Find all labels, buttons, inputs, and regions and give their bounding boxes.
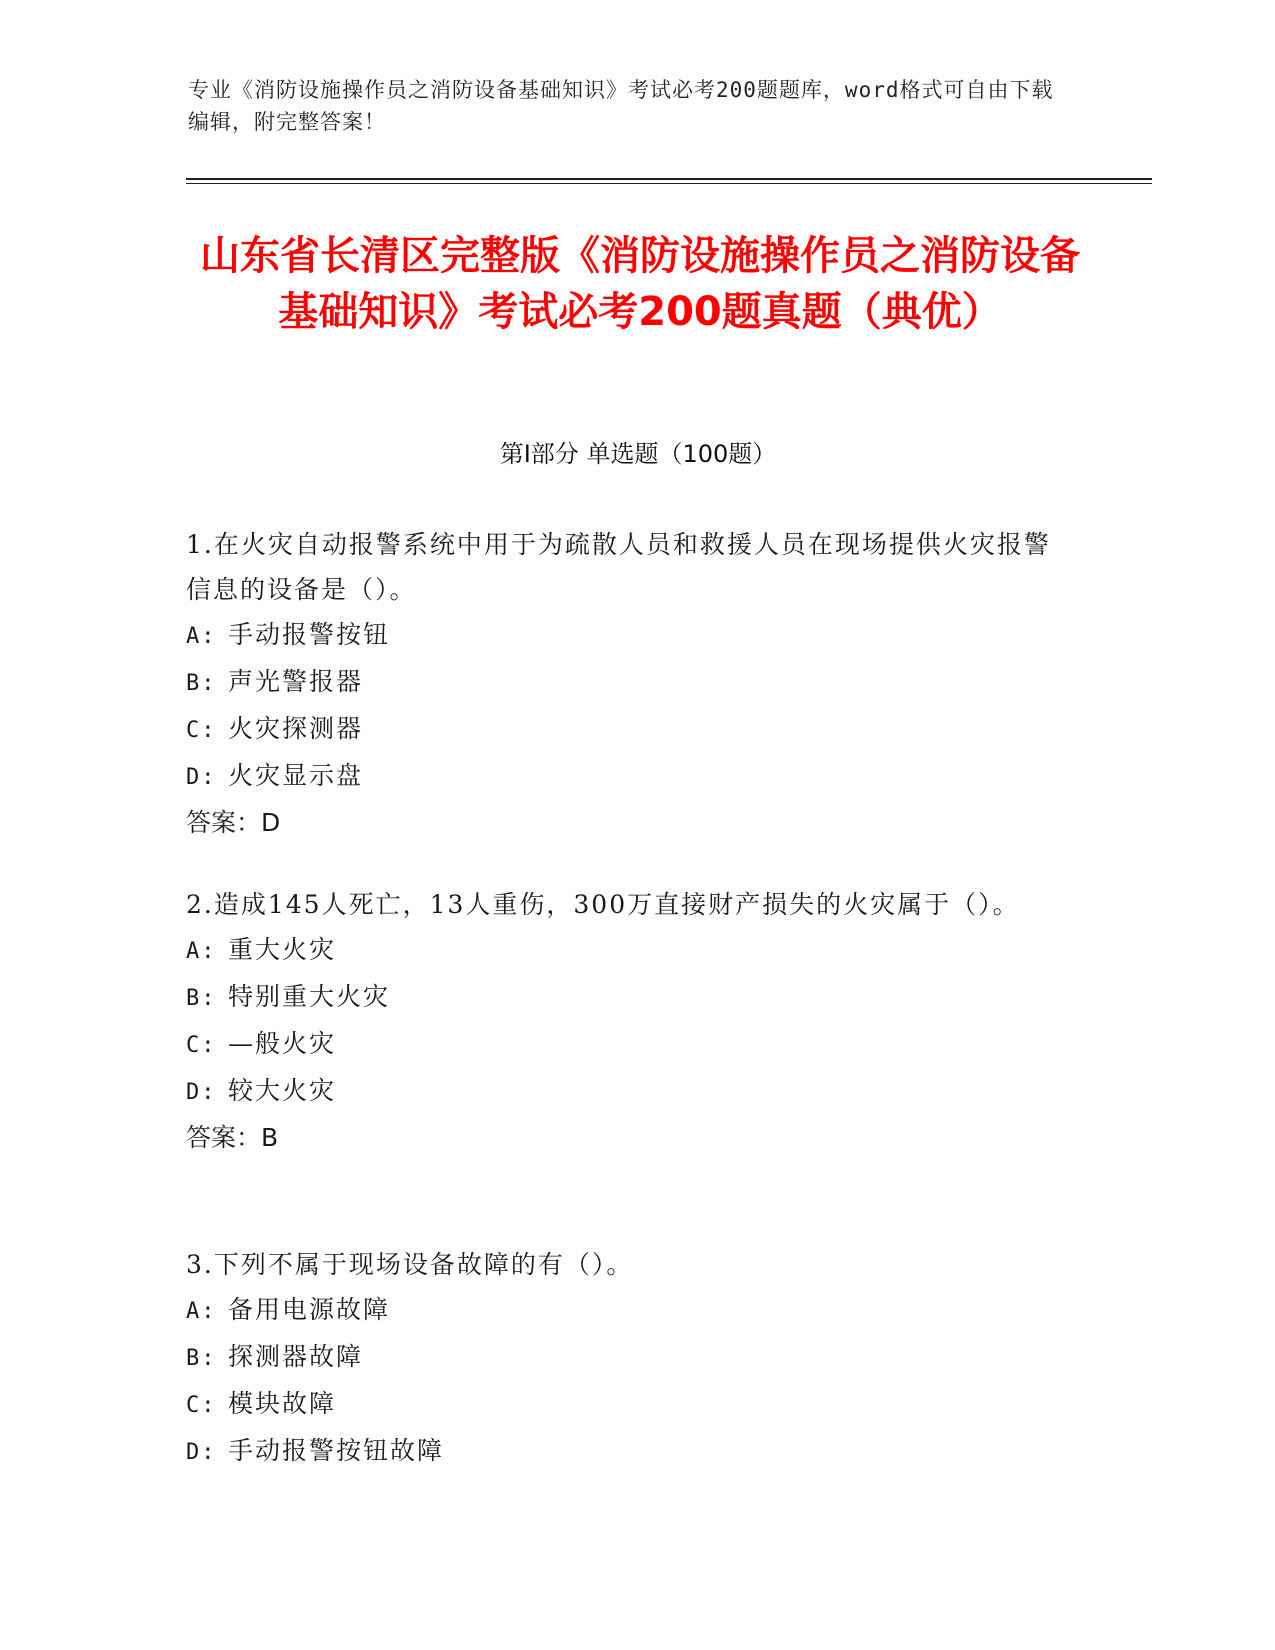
option-text: 手动报警按钮故障 (228, 1436, 445, 1465)
option-a (186, 1287, 1066, 1334)
question-1 (186, 522, 1066, 845)
document-title: 山东省长清区完整版《消防设施操作员之消防设备基础知识》考试必考200题真题（典优） (200, 233, 1080, 335)
option-text: 声光警报器 (228, 667, 364, 696)
option-key: A: (186, 1299, 217, 1324)
option-c (186, 1021, 1066, 1068)
option-key: B: (186, 986, 217, 1011)
option-key: D: (186, 1440, 217, 1465)
option-text: 特别重大火灾 (228, 982, 391, 1011)
option-key: A: (186, 939, 217, 964)
answer: 答案：B (186, 1123, 279, 1152)
option-text: 火灾显示盘 (228, 761, 364, 790)
option-key: C: (186, 1393, 217, 1418)
option-key: B: (186, 1346, 217, 1371)
option-text: 模块故障 (228, 1389, 337, 1418)
question-2 (186, 882, 1066, 1160)
option-key: B: (186, 671, 217, 696)
option-b (186, 974, 1066, 1021)
option-text: —般火灾 (228, 1029, 337, 1058)
option-key: C: (186, 1033, 217, 1058)
header-note: 专业《消防设施操作员之消防设备基础知识》考试必考200题题库，word格式可自由下载编辑，附完整答案！ (188, 78, 1054, 134)
header-divider-thin (186, 183, 1152, 184)
option-b (186, 1334, 1066, 1381)
option-b (186, 659, 1066, 706)
option-c (186, 706, 1066, 753)
option-c (186, 1381, 1066, 1428)
question-3 (186, 1242, 1066, 1475)
option-d (186, 1068, 1066, 1115)
option-text: 重大火灾 (228, 935, 337, 964)
option-key: D: (186, 1080, 217, 1105)
answer: 答案：D (186, 808, 281, 837)
question-stem: 2.造成145人死亡，13人重伤，300万直接财产损失的火灾属于（）。 (186, 890, 1020, 919)
option-text: 探测器故障 (228, 1342, 364, 1371)
option-text: 备用电源故障 (228, 1295, 391, 1324)
question-stem: 1.在火灾自动报警系统中用于为疏散人员和救援人员在现场提供火灾报警信息的设备是（）。 (186, 530, 1051, 604)
option-text: 手动报警按钮 (228, 620, 391, 649)
question-stem: 3.下列不属于现场设备故障的有（）。 (186, 1250, 634, 1279)
option-d (186, 753, 1066, 800)
option-text: 火灾探测器 (228, 714, 364, 743)
option-key: C: (186, 718, 217, 743)
option-key: D: (186, 765, 217, 790)
option-key: A: (186, 624, 217, 649)
section-title: 第I部分 单选题（100题） (499, 440, 777, 468)
header-divider-thick (186, 178, 1152, 180)
option-d (186, 1428, 1066, 1475)
option-text: 较大火灾 (228, 1076, 337, 1105)
option-a (186, 612, 1066, 659)
option-a (186, 927, 1066, 974)
